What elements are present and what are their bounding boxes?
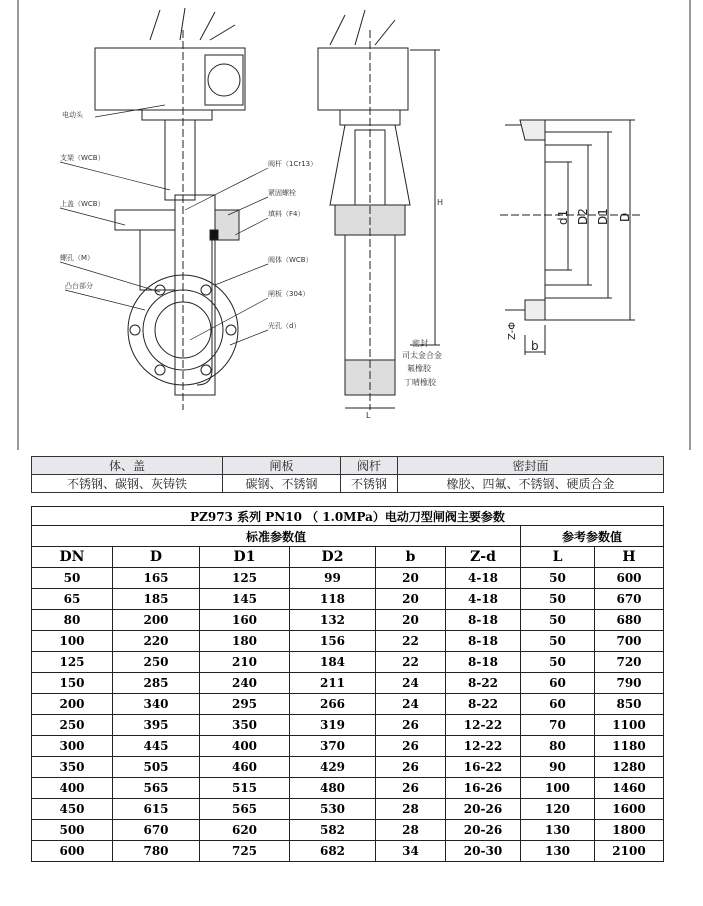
- table-row: [32, 631, 664, 652]
- table-cell: 300: [32, 736, 113, 757]
- label-screw-hole: 螺孔（M）: [60, 254, 95, 262]
- front-view: [95, 8, 245, 410]
- table-row: [32, 757, 664, 778]
- label-nbr: 丁晴橡胶: [404, 378, 436, 387]
- table-cell: 4-18: [446, 568, 521, 589]
- table-cell: 850: [595, 694, 664, 715]
- table-cell: 295: [200, 694, 290, 715]
- table-cell: 20: [376, 568, 446, 589]
- table-cell: 24: [376, 694, 446, 715]
- table-cell: 600: [32, 841, 113, 862]
- column-header: b: [376, 547, 446, 568]
- label-bolt: 紧固螺栓: [268, 189, 296, 197]
- table-cell: 450: [32, 799, 113, 820]
- table-cell: 4-18: [446, 589, 521, 610]
- table-cell: 12-22: [446, 736, 521, 757]
- label-boss: 凸台部分: [65, 282, 93, 290]
- column-header: L: [521, 547, 595, 568]
- table-cell: 16-22: [446, 757, 521, 778]
- materials-value: 不锈钢、碳钢、灰铸铁: [32, 475, 223, 493]
- table-cell: 460: [200, 757, 290, 778]
- table-cell: 28: [376, 799, 446, 820]
- table-cell: 582: [290, 820, 376, 841]
- materials-header-row: [32, 457, 664, 475]
- table-row: [32, 673, 664, 694]
- table-cell: 125: [32, 652, 113, 673]
- table-cell: 1460: [595, 778, 664, 799]
- label-actuator: 电动头: [62, 111, 83, 119]
- table-cell: 22: [376, 631, 446, 652]
- table-cell: 790: [595, 673, 664, 694]
- table-cell: 50: [32, 568, 113, 589]
- materials-value: 不锈钢: [341, 475, 398, 493]
- table-cell: 60: [521, 694, 595, 715]
- table-cell: 1280: [595, 757, 664, 778]
- table-cell: 34: [376, 841, 446, 862]
- column-header: D1: [200, 547, 290, 568]
- table-cell: 565: [200, 799, 290, 820]
- table-cell: 725: [200, 841, 290, 862]
- table-cell: 100: [32, 631, 113, 652]
- column-header: D2: [290, 547, 376, 568]
- dim-D: D: [618, 212, 632, 222]
- table-cell: 565: [113, 778, 200, 799]
- table-cell: 120: [521, 799, 595, 820]
- table-cell: 20-30: [446, 841, 521, 862]
- table-row: [32, 610, 664, 631]
- label-seal: 密封: [412, 339, 428, 348]
- table-cell: 515: [200, 778, 290, 799]
- table-cell: 50: [521, 610, 595, 631]
- label-through-hole: 光孔（d）: [268, 322, 301, 330]
- table-cell: 8-18: [446, 610, 521, 631]
- dim-b: b: [531, 339, 539, 353]
- table-cell: 99: [290, 568, 376, 589]
- table-cell: 125: [200, 568, 290, 589]
- dim-H: H: [437, 198, 444, 207]
- valve-drawing: [0, 0, 703, 452]
- table-cell: 500: [32, 820, 113, 841]
- table-cell: 620: [200, 820, 290, 841]
- table-cell: 8-18: [446, 631, 521, 652]
- table-cell: 16-26: [446, 778, 521, 799]
- table-row: [32, 589, 664, 610]
- table-cell: 132: [290, 610, 376, 631]
- table-row: [32, 841, 664, 862]
- table-cell: 400: [200, 736, 290, 757]
- table-cell: 80: [32, 610, 113, 631]
- table-cell: 100: [521, 778, 595, 799]
- materials-table: [31, 456, 664, 493]
- table-cell: 26: [376, 715, 446, 736]
- table-cell: 220: [113, 631, 200, 652]
- flange-view: [500, 120, 640, 355]
- group-reference: 参考参数值: [521, 526, 664, 547]
- table-cell: 370: [290, 736, 376, 757]
- table-cell: 250: [32, 715, 113, 736]
- label-body: 阀体（WCB）: [268, 256, 313, 264]
- table-cell: 90: [521, 757, 595, 778]
- table-cell: 780: [113, 841, 200, 862]
- table-cell: 266: [290, 694, 376, 715]
- table-cell: 160: [200, 610, 290, 631]
- column-header-row: [32, 547, 664, 568]
- materials-header: 闸板: [223, 457, 341, 475]
- table-row: [32, 715, 664, 736]
- spec-title: PZ973 系列 PN10 （ 1.0MPa）电动刀型闸阀主要参数: [32, 507, 664, 526]
- table-cell: 70: [521, 715, 595, 736]
- table-cell: 395: [113, 715, 200, 736]
- table-row: [32, 778, 664, 799]
- dim-D1: D1: [596, 208, 610, 225]
- table-row: [32, 820, 664, 841]
- table-cell: 50: [521, 589, 595, 610]
- table-cell: 60: [521, 673, 595, 694]
- table-cell: 118: [290, 589, 376, 610]
- table-cell: 12-22: [446, 715, 521, 736]
- table-cell: 180: [200, 631, 290, 652]
- column-header: H: [595, 547, 664, 568]
- table-cell: 8-22: [446, 694, 521, 715]
- table-cell: 319: [290, 715, 376, 736]
- table-cell: 185: [113, 589, 200, 610]
- table-cell: 720: [595, 652, 664, 673]
- table-cell: 670: [595, 589, 664, 610]
- table-cell: 210: [200, 652, 290, 673]
- materials-header: 阀杆: [341, 457, 398, 475]
- table-cell: 445: [113, 736, 200, 757]
- label-bracket: 支架（WCB）: [60, 154, 105, 162]
- table-cell: 22: [376, 652, 446, 673]
- table-cell: 530: [290, 799, 376, 820]
- table-cell: 65: [32, 589, 113, 610]
- table-cell: 145: [200, 589, 290, 610]
- materials-header: 密封面: [398, 457, 664, 475]
- table-cell: 20-26: [446, 820, 521, 841]
- side-view: [318, 10, 440, 410]
- table-cell: 680: [595, 610, 664, 631]
- table-cell: 350: [200, 715, 290, 736]
- dim-D2: D2: [576, 208, 590, 225]
- table-row: [32, 568, 664, 589]
- table-row: [32, 799, 664, 820]
- label-fluororubber: 氟橡胶: [407, 364, 431, 373]
- table-cell: 130: [521, 841, 595, 862]
- table-cell: 340: [113, 694, 200, 715]
- label-packing: 填料（F4）: [268, 210, 305, 218]
- table-cell: 1180: [595, 736, 664, 757]
- column-header: Z-d: [446, 547, 521, 568]
- table-cell: 240: [200, 673, 290, 694]
- label-cover: 上盖（WCB）: [60, 200, 105, 208]
- table-cell: 80: [521, 736, 595, 757]
- table-cell: 20: [376, 610, 446, 631]
- table-cell: 184: [290, 652, 376, 673]
- table-cell: 682: [290, 841, 376, 862]
- table-cell: 350: [32, 757, 113, 778]
- table-cell: 50: [521, 631, 595, 652]
- table-cell: 211: [290, 673, 376, 694]
- table-cell: 200: [113, 610, 200, 631]
- table-cell: 200: [32, 694, 113, 715]
- materials-value: 碳钢、不锈钢: [223, 475, 341, 493]
- table-cell: 505: [113, 757, 200, 778]
- column-header: D: [113, 547, 200, 568]
- table-cell: 150: [32, 673, 113, 694]
- table-row: [32, 736, 664, 757]
- group-standard: 标准参数值: [32, 526, 521, 547]
- table-cell: 20-26: [446, 799, 521, 820]
- table-cell: 26: [376, 736, 446, 757]
- table-cell: 615: [113, 799, 200, 820]
- label-stem: 阀杆（1Cr13）: [268, 160, 318, 168]
- table-cell: 285: [113, 673, 200, 694]
- table-cell: 250: [113, 652, 200, 673]
- table-cell: 50: [521, 652, 595, 673]
- table-cell: 20: [376, 589, 446, 610]
- spec-table: [31, 506, 664, 862]
- table-cell: 50: [521, 568, 595, 589]
- table-cell: 24: [376, 673, 446, 694]
- table-cell: 26: [376, 757, 446, 778]
- materials-value-row: [32, 475, 664, 493]
- table-cell: 26: [376, 778, 446, 799]
- table-row: [32, 652, 664, 673]
- table-cell: 130: [521, 820, 595, 841]
- table-cell: 1600: [595, 799, 664, 820]
- materials-header: 体、盖: [32, 457, 223, 475]
- table-cell: 165: [113, 568, 200, 589]
- dim-Z-phi: Z-Φ: [507, 321, 518, 340]
- materials-value: 橡胶、四氟、不锈钢、硬质合金: [398, 475, 664, 493]
- table-cell: 8-18: [446, 652, 521, 673]
- dim-d1: d1: [556, 209, 570, 225]
- table-row: [32, 694, 664, 715]
- table-cell: 2100: [595, 841, 664, 862]
- table-cell: 400: [32, 778, 113, 799]
- column-header: DN: [32, 547, 113, 568]
- table-cell: 429: [290, 757, 376, 778]
- label-gate: 闸板（304）: [268, 290, 310, 298]
- table-cell: 700: [595, 631, 664, 652]
- label-stellite: 司太金合金: [402, 351, 442, 360]
- table-cell: 600: [595, 568, 664, 589]
- table-cell: 1800: [595, 820, 664, 841]
- table-cell: 480: [290, 778, 376, 799]
- table-cell: 670: [113, 820, 200, 841]
- table-cell: 156: [290, 631, 376, 652]
- table-cell: 28: [376, 820, 446, 841]
- table-cell: 1100: [595, 715, 664, 736]
- dim-L: L: [366, 411, 371, 420]
- table-cell: 8-22: [446, 673, 521, 694]
